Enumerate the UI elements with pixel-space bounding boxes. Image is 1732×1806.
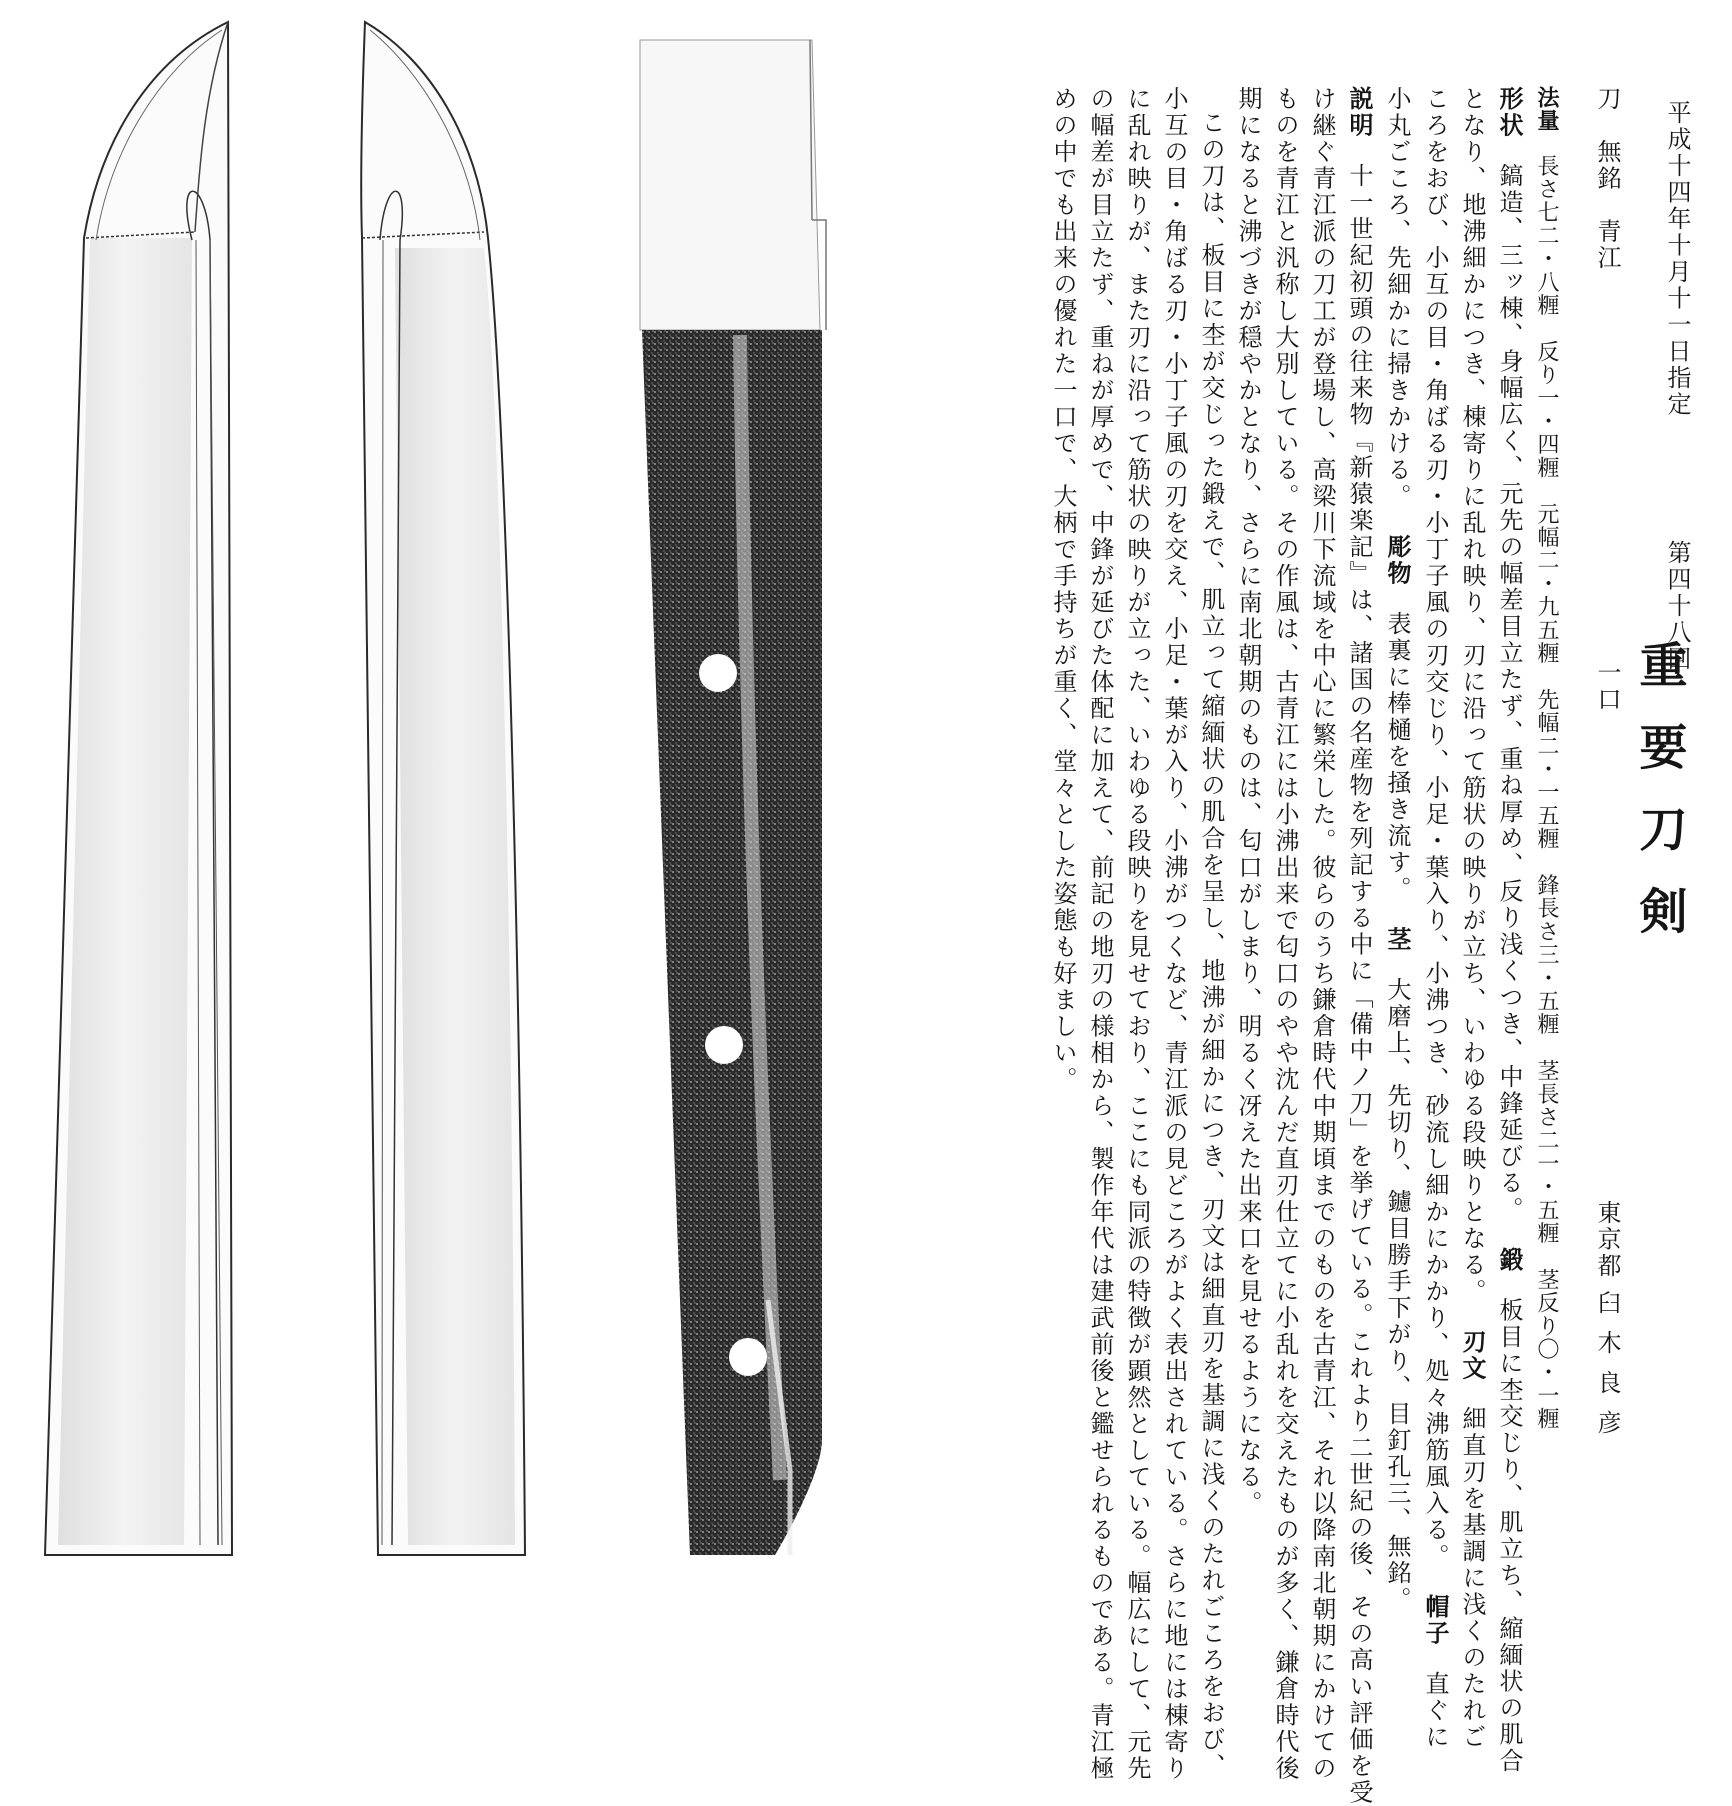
designation-date: 平成十四年十月十一日指定 xyxy=(1663,100,1691,418)
owner-location: 東京都 xyxy=(1593,1200,1621,1280)
hamon-line-2 xyxy=(1423,86,1447,1751)
hamon-text-1: 細直刃を基調に浅くのたれご xyxy=(1458,1406,1486,1751)
explanation-line-8: の幅差が目立たず、重ねが厚めで、中鋒が延びた体配に加えて、前記の地刃の様相から、製作年代は建武前後と鑑せられるものである。青江極 xyxy=(1086,86,1114,1782)
certificate-text xyxy=(905,70,1715,1806)
session-number: 第四十八回 xyxy=(1663,540,1691,673)
forging-line-2 xyxy=(1460,86,1484,1751)
hamon-label: 刃文 xyxy=(1458,1329,1486,1382)
explanation-line-9: めの中でも出来の優れた一口で、大柄で手持ちが重く、堂々とした姿態も好ましい。 xyxy=(1049,86,1077,1093)
explanation-line-5: この刀は、板目に杢が交じった鍛えで、肌立って縮緬状の肌合を呈し、地沸が細かにつき、刃文は細直刃を基調に浅くのたれごころをおび、 xyxy=(1197,110,1225,1780)
forging-label: 鍛 xyxy=(1495,1247,1523,1274)
item-count: 一口 xyxy=(1593,660,1621,713)
explanation-text: 十一世紀初頭の往来物『新猿楽記』は、諸国の名産物を列記する中に「備中ノ刀」を挙げている。これより二世紀の後、その高い評価を受 xyxy=(1345,163,1373,1806)
explanation-line-7: に乱れ映りが、また刃に沿って筋状の映りが立った、いわゆる段映りを見せており、ここにも同派の特徴が顕然としている。幅広にして、元先 xyxy=(1123,86,1151,1782)
page-title: 重要刀剣 xyxy=(1631,640,1687,968)
explanation-line-6: 小互の目・角ばる刃・小丁子風の刃を交え、小足・葉が入り、小沸がつくなど、青江派の見どころがよく表出されている。さらに地には棟寄り xyxy=(1160,86,1188,1782)
shape-label: 形状 xyxy=(1495,86,1523,139)
mekugi-hole-3 xyxy=(729,1338,767,1376)
mekugi-hole-2 xyxy=(705,1026,743,1064)
boshi-text-1: 直ぐに xyxy=(1421,1671,1449,1751)
tang-rubbing xyxy=(640,40,826,1555)
shape-text: 鎬造、三ッ棟、身幅広く、元先の幅差目立たず、重ね厚め、反り浅くつき、中鋒延びる。 xyxy=(1495,163,1523,1223)
owner-name: 臼木良彦 xyxy=(1593,1290,1621,1450)
boshi-label: 帽子 xyxy=(1421,1594,1449,1647)
boshi-text-2: 小丸ごころ、先細かに掃きかける。 xyxy=(1383,86,1411,510)
forging-text-1: 板目に杢交じり、肌立ち、縮緬状の肌合 xyxy=(1495,1297,1523,1775)
blade-drawing-ura xyxy=(361,22,525,1555)
carving-label: 彫物 xyxy=(1383,534,1411,587)
measurements-line xyxy=(1535,86,1557,1430)
explanation-line-2: け継ぐ青江派の刀工が登場し、高梁川下流域を中心に繁栄した。彼らのうち鎌倉時代中期頃までのものを古青江、それ以降南北朝期にかけての xyxy=(1308,86,1336,1782)
mekugi-hole-1 xyxy=(699,654,737,692)
hamon-text-2: ころをおび、小互の目・角ばる刃・小丁子風の刃交じり、小足・葉入り、小沸つき、砂流し細かにかかり、処々沸筋風入る。 xyxy=(1421,86,1449,1570)
measurements-text: 長さ七二・八糎 反り一・四糎 元幅二・九五糎 先幅二・一五糎 鋒長さ三・五糎 茎長さ二一・五糎 茎反り〇・一糎 xyxy=(1534,154,1559,1431)
explanation-line-1 xyxy=(1347,86,1371,1806)
nakago-label: 茎 xyxy=(1383,926,1411,953)
carving-text: 表裏に棒樋を掻き流す。 xyxy=(1383,611,1411,903)
explanation-line-4: 期になると沸づきが穏やかとなり、さらに南北朝期のものは、匂口がしまり、明るく冴えた出来口を見せるようになる。 xyxy=(1234,86,1262,1517)
item-name: 刀 無銘 青江 xyxy=(1593,86,1621,272)
shape-line xyxy=(1497,86,1521,1775)
blade-illustrations xyxy=(0,0,900,1581)
explanation-label: 説明 xyxy=(1345,86,1373,139)
explanation-line-3: ものを青江と汎称し大別している。その作風は、古青江には小沸出来で匂口のやや沈んだ直刃仕立てに小乱れを交えたものが多く、鎌倉時代後 xyxy=(1271,86,1299,1782)
boshi-line-2 xyxy=(1385,86,1409,1613)
nakago-text: 大磨上、先切り、鑢目勝手下がり、目釘孔三、無銘。 xyxy=(1383,977,1411,1613)
forging-text-2: となり、地沸細かにつき、棟寄りに乱れ映り、刃に沿って筋状の映りが立ち、いわゆる段映りとなる。 xyxy=(1458,86,1486,1305)
blade-drawing-omote xyxy=(45,22,232,1555)
measurements-label: 法量 xyxy=(1534,86,1559,133)
